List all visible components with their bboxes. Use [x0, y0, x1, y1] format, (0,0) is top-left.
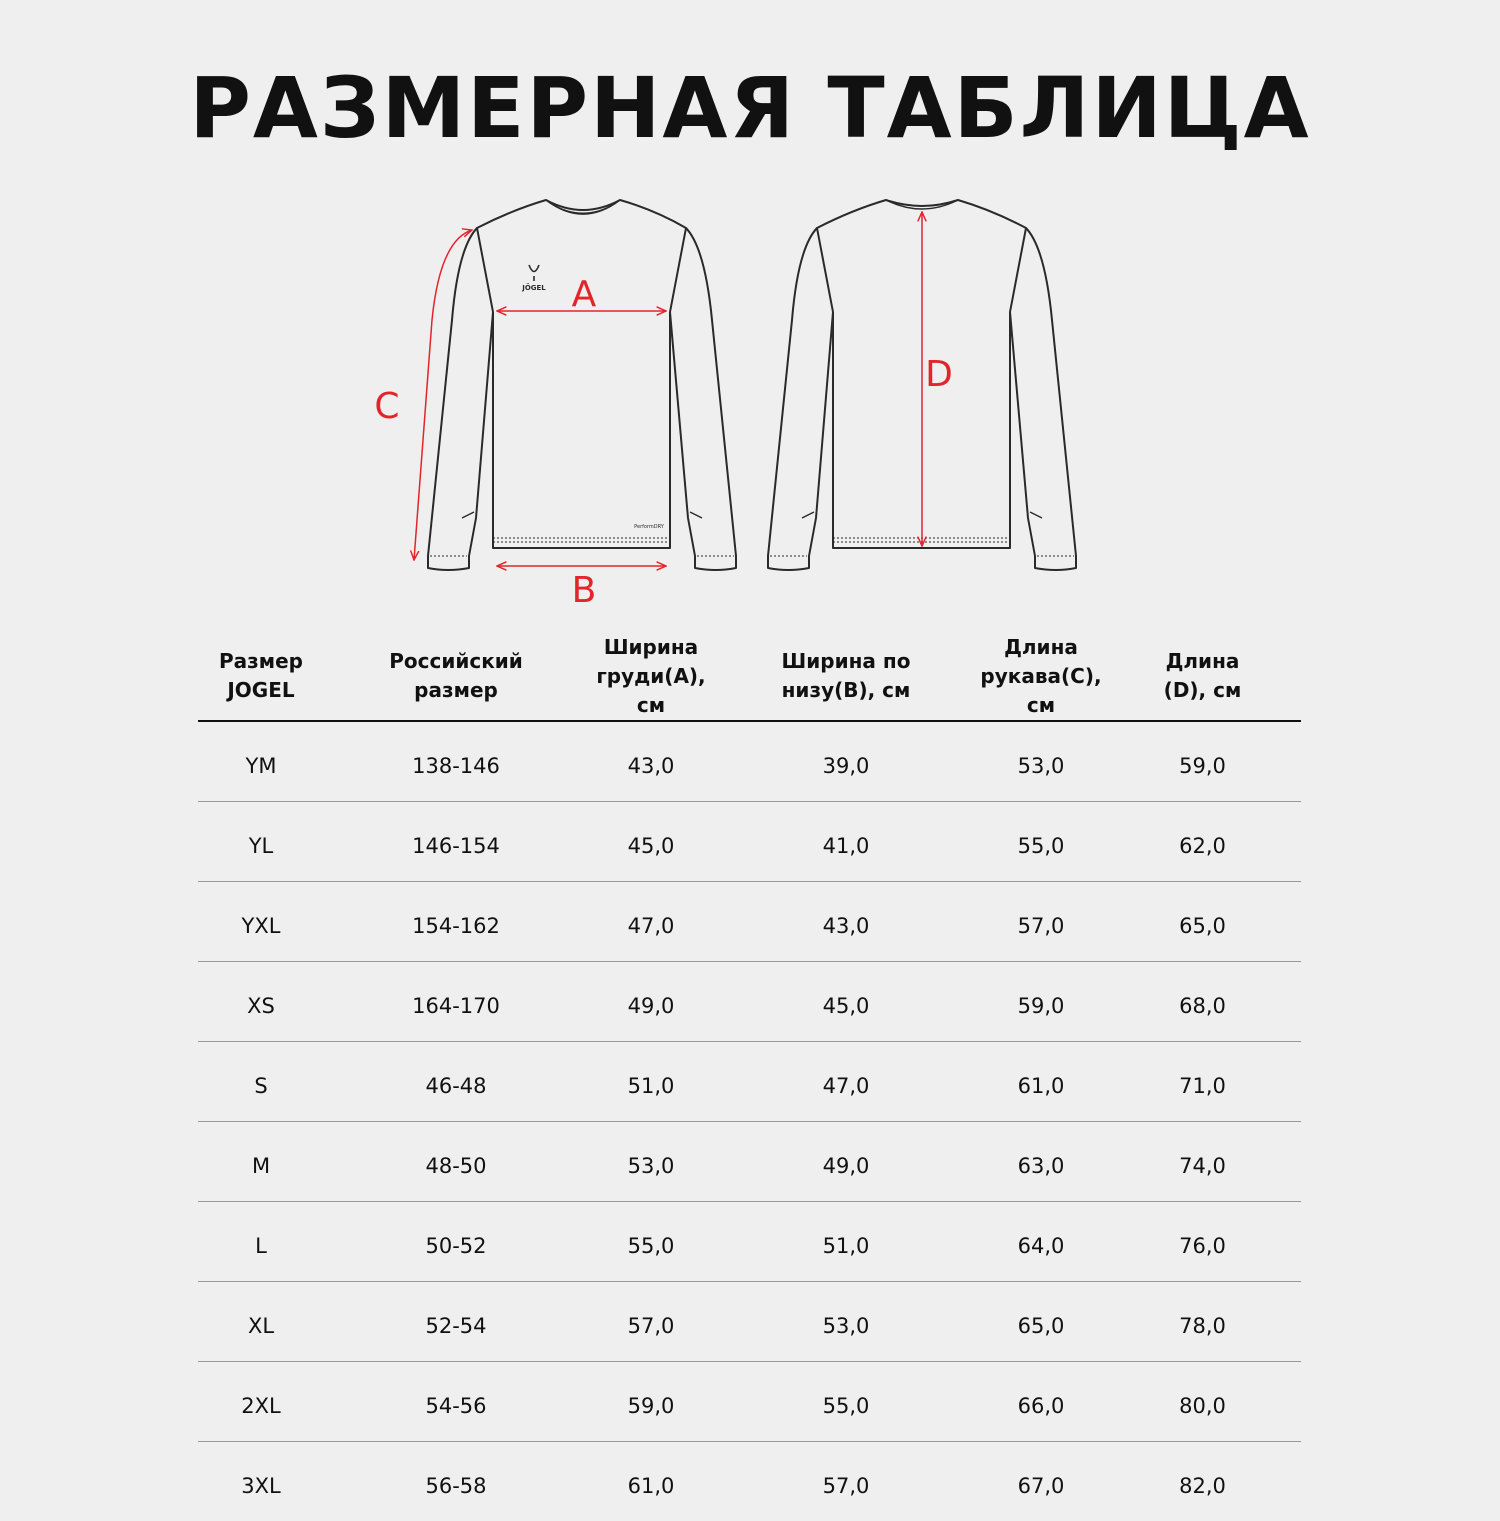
jogel-logo-icon [529, 265, 539, 281]
table-row [198, 1282, 1301, 1362]
cell-bottom-width: 43,0 [714, 882, 978, 962]
cell-bottom-width: 47,0 [714, 1042, 978, 1122]
table-row [198, 1362, 1301, 1442]
cell-jogel-size: L [198, 1202, 324, 1282]
cell-sleeve-length: 55,0 [978, 802, 1104, 882]
cell-length: 71,0 [1104, 1042, 1301, 1122]
table-row [198, 1122, 1301, 1202]
cell-length: 59,0 [1104, 721, 1301, 802]
cell-jogel-size: YXL [198, 882, 324, 962]
cell-length: 68,0 [1104, 962, 1301, 1042]
cell-bottom-width: 45,0 [714, 962, 978, 1042]
cell-length: 62,0 [1104, 802, 1301, 882]
cell-russian-size: 50-52 [324, 1202, 588, 1282]
cell-chest-width: 51,0 [588, 1042, 714, 1122]
cell-jogel-size: M [198, 1122, 324, 1202]
front-tag-text: PerformDRY [634, 524, 665, 530]
cell-length: 80,0 [1104, 1362, 1301, 1442]
front-view [428, 200, 736, 570]
cell-sleeve-length: 53,0 [978, 721, 1104, 802]
cell-chest-width: 47,0 [588, 882, 714, 962]
cell-jogel-size: YM [198, 721, 324, 802]
cell-chest-width: 55,0 [588, 1202, 714, 1282]
table-header-row [198, 632, 1301, 721]
header-sleeve-length: Длина рукава(C), см [978, 632, 1104, 721]
cell-length: 82,0 [1104, 1442, 1301, 1521]
table-row [198, 962, 1301, 1042]
cell-russian-size: 138-146 [324, 721, 588, 802]
front-logo-text: JÖGEL [521, 283, 546, 292]
cell-russian-size: 154-162 [324, 882, 588, 962]
table-row [198, 1202, 1301, 1282]
cell-russian-size: 146-154 [324, 802, 588, 882]
sweatshirt-illustration [0, 0, 1500, 620]
header-chest-width: Ширина груди(A), см [588, 632, 714, 721]
cell-bottom-width: 51,0 [714, 1202, 978, 1282]
table-row [198, 1442, 1301, 1521]
sleeve-length-arrow [414, 230, 472, 560]
header-jogel-size: Размер JOGEL [198, 632, 324, 721]
header-bottom-width: Ширина по низу(B), см [714, 632, 978, 721]
label-a: A [572, 274, 597, 315]
cell-russian-size: 164-170 [324, 962, 588, 1042]
cell-chest-width: 61,0 [588, 1442, 714, 1521]
cell-jogel-size: 2XL [198, 1362, 324, 1442]
cell-russian-size: 52-54 [324, 1282, 588, 1362]
cell-sleeve-length: 65,0 [978, 1282, 1104, 1362]
cell-bottom-width: 53,0 [714, 1282, 978, 1362]
cell-bottom-width: 55,0 [714, 1362, 978, 1442]
cell-bottom-width: 57,0 [714, 1442, 978, 1521]
cell-chest-width: 49,0 [588, 962, 714, 1042]
cell-sleeve-length: 63,0 [978, 1122, 1104, 1202]
header-russian-size: Российский размер [324, 632, 588, 721]
cell-chest-width: 59,0 [588, 1362, 714, 1442]
cell-jogel-size: YL [198, 802, 324, 882]
label-b: B [572, 570, 597, 611]
cell-length: 74,0 [1104, 1122, 1301, 1202]
cell-sleeve-length: 59,0 [978, 962, 1104, 1042]
cell-sleeve-length: 57,0 [978, 882, 1104, 962]
cell-length: 76,0 [1104, 1202, 1301, 1282]
size-table-container [198, 632, 1301, 1521]
cell-bottom-width: 41,0 [714, 802, 978, 882]
cell-jogel-size: 3XL [198, 1442, 324, 1521]
cell-russian-size: 54-56 [324, 1362, 588, 1442]
cell-jogel-size: XL [198, 1282, 324, 1362]
cell-length: 78,0 [1104, 1282, 1301, 1362]
cell-sleeve-length: 61,0 [978, 1042, 1104, 1122]
cell-jogel-size: XS [198, 962, 324, 1042]
page-title: РАЗМЕРНАЯ ТАБЛИЦА [0, 58, 1500, 158]
cell-length: 65,0 [1104, 882, 1301, 962]
cell-sleeve-length: 67,0 [978, 1442, 1104, 1521]
cell-sleeve-length: 64,0 [978, 1202, 1104, 1282]
table-row [198, 1042, 1301, 1122]
table-row [198, 802, 1301, 882]
cell-sleeve-length: 66,0 [978, 1362, 1104, 1442]
cell-chest-width: 57,0 [588, 1282, 714, 1362]
cell-bottom-width: 49,0 [714, 1122, 978, 1202]
cell-bottom-width: 39,0 [714, 721, 978, 802]
cell-chest-width: 43,0 [588, 721, 714, 802]
cell-russian-size: 48-50 [324, 1122, 588, 1202]
cell-russian-size: 46-48 [324, 1042, 588, 1122]
label-d: D [925, 354, 953, 395]
size-table [198, 632, 1301, 1521]
header-length: Длина (D), см [1104, 632, 1301, 721]
cell-chest-width: 53,0 [588, 1122, 714, 1202]
label-c: C [374, 386, 399, 427]
table-row [198, 882, 1301, 962]
cell-chest-width: 45,0 [588, 802, 714, 882]
cell-jogel-size: S [198, 1042, 324, 1122]
table-row [198, 721, 1301, 802]
cell-russian-size: 56-58 [324, 1442, 588, 1521]
